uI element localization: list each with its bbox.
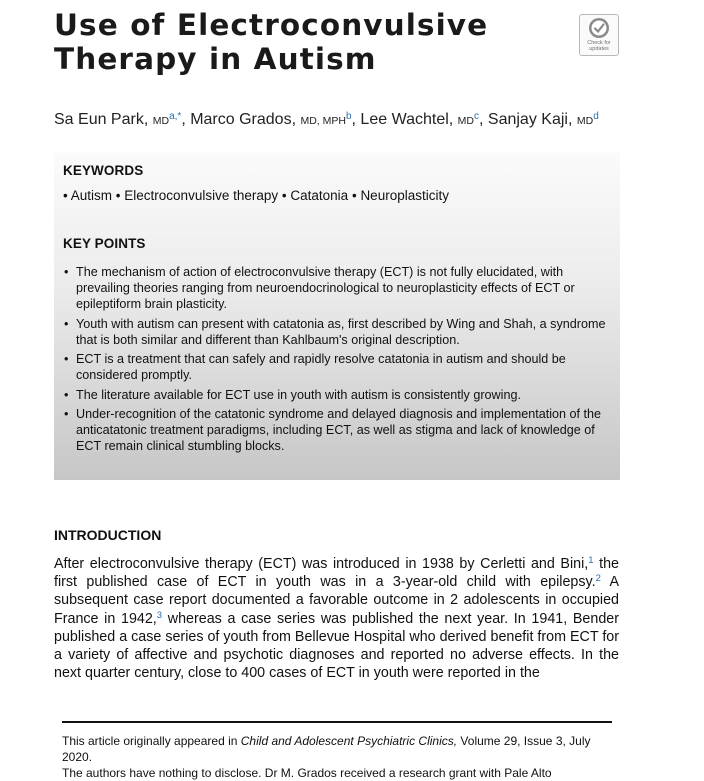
author-name: Lee Wachtel,: [360, 111, 454, 128]
author-name: Marco Grados,: [190, 111, 297, 128]
author-separator: ,: [181, 111, 191, 128]
check-for-updates-badge[interactable]: [579, 14, 619, 56]
author-degree: MD: [576, 115, 594, 127]
keyword-bullet: •: [115, 188, 121, 203]
keywords-heading: KEYWORDS: [63, 163, 144, 178]
author-degree: MD: [152, 115, 170, 127]
author-line: [54, 110, 654, 131]
author-name: Sa Eun Park,: [54, 111, 149, 128]
keyword-bullet: •: [351, 188, 357, 203]
bullet-icon: •: [64, 316, 69, 331]
check-for-updates-label: Check for updates: [587, 40, 611, 52]
key-point-item: [63, 406, 611, 454]
article-title: [54, 8, 534, 76]
keyword-bullet: •: [63, 188, 68, 203]
keyword: Catatonia: [290, 188, 349, 203]
bullet-icon: •: [64, 387, 69, 402]
keyword: Electroconvulsive therapy: [124, 188, 279, 203]
title-line-2: Therapy in Autism: [54, 42, 377, 76]
key-point-text: Youth with autism can present with catatonia as, first described by Wing and Shah, a syndrome that is both similar and different than Kahlbaum's original description.: [76, 316, 606, 347]
footnote: [62, 733, 614, 765]
footnote-suffix: Volume 29, Issue 3, July 2020.: [62, 734, 591, 764]
author-separator: ,: [351, 111, 361, 128]
citation-link[interactable]: 1: [588, 555, 594, 566]
title-line-1: Use of Electroconvulsive: [54, 8, 489, 42]
author-affiliation-link[interactable]: a,*: [169, 111, 182, 122]
citation-link[interactable]: 2: [595, 573, 601, 585]
keywords-list: [63, 188, 449, 203]
keyword: Neuroplasticity: [360, 188, 449, 203]
author-degree: MD, MPH: [300, 115, 346, 127]
key-points-list: [63, 264, 611, 458]
key-point-item: [63, 316, 611, 348]
key-point-text: The mechanism of action of electroconvulsive therapy (ECT) is not fully elucidated, with prevailing theories ranging from neuroendocrinological to neuroplasticity effects of ECT or epileptiform brain plasticity.: [76, 265, 575, 311]
keyword: Autism: [70, 188, 113, 203]
paragraph-text: whereas a case series was published the next year. In 1941, Bender published a case series of youth from Bellevue Hospital who derived benefit from ECT for a variety of affective and psychotic diagnoses and reported no adverse effects. In the next quarter century, close to 400 cases of ECT in youth were reported in the: [54, 610, 619, 682]
key-point-item: [63, 264, 611, 312]
keyword-bullet: •: [281, 188, 287, 203]
check-for-updates-icon: [588, 17, 610, 39]
introduction-heading: INTRODUCTION: [54, 527, 162, 543]
footnote-disclosure: The authors have nothing to disclose. Dr M. Grados received a research grant with Pale Alto: [62, 766, 552, 780]
paragraph-text: A subsequent case report documented a favorable outcome in 2 adolescents in occupied France in 1942,: [54, 574, 619, 627]
bullet-icon: •: [64, 407, 69, 421]
key-point-text: ECT is a treatment that can safely and rapidly resolve catatonia in autism and should be considered promptly.: [76, 352, 566, 382]
footnote-prefix: This article originally appeared in: [62, 734, 241, 748]
author-degree: MD: [457, 115, 475, 127]
author-affiliation-link[interactable]: c: [474, 111, 480, 122]
author-name: Sanjay Kaji,: [487, 111, 573, 128]
introduction-paragraph: [54, 555, 619, 682]
author-affiliation-link[interactable]: b: [345, 111, 352, 122]
footnote-divider: [62, 721, 612, 723]
paragraph-text: the first published case of ECT in youth was in a 3-year-old child with epilepsy.: [54, 556, 619, 591]
author-affiliation-link[interactable]: d: [593, 111, 599, 122]
author-separator: ,: [479, 111, 488, 128]
key-points-heading: KEY POINTS: [63, 236, 146, 251]
bullet-icon: •: [64, 265, 69, 279]
key-point-text: Under-recognition of the catatonic syndrome and delayed diagnosis and implementation of the anticatatonic treatment paradigms, including ECT, as well as stigma and lack of knowledge of ECT remain clinical stumbling blocks.: [76, 407, 602, 453]
paragraph-text: After electroconvulsive therapy (ECT) was introduced in 1938 by Cerletti and Bini,: [54, 556, 589, 572]
key-point-item: [63, 387, 611, 403]
key-point-text: The literature available for ECT use in youth with autism is consistently growing.: [76, 387, 521, 402]
bullet-icon: •: [64, 352, 69, 366]
key-point-item: [63, 351, 611, 383]
citation-link[interactable]: 3: [156, 609, 163, 621]
footnote-journal: Child and Adolescent Psychiatric Clinics,: [240, 734, 458, 748]
